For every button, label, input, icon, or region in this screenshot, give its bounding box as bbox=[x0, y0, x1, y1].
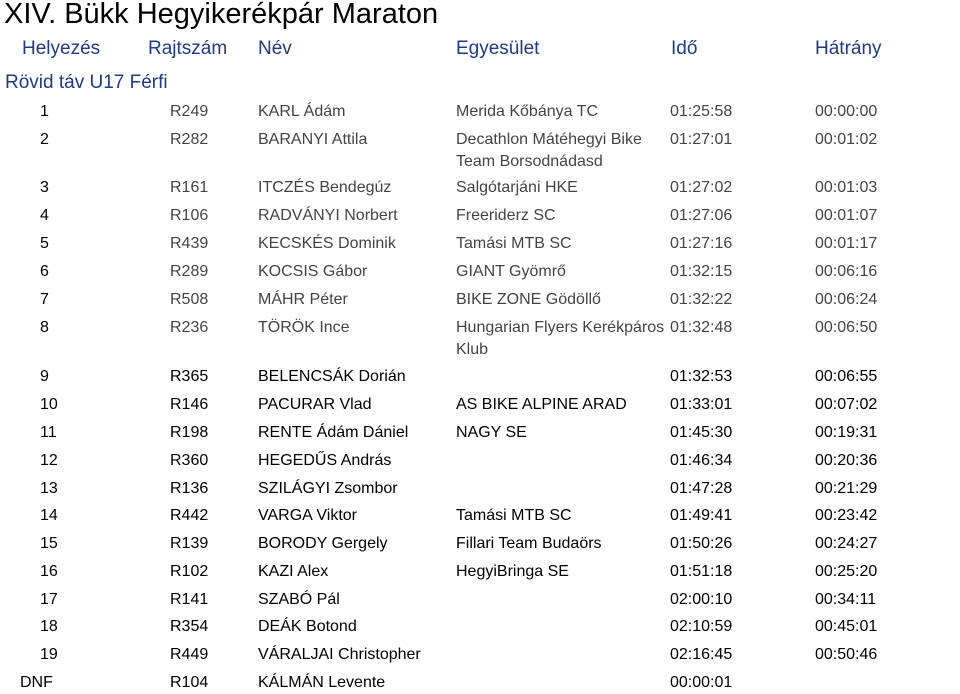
cell-time: 01:33:01 bbox=[670, 396, 733, 413]
cell-bib: R249 bbox=[170, 103, 209, 120]
cell-bib: R508 bbox=[170, 291, 209, 308]
cell-club: Hungarian Flyers Kerékpáros Klub bbox=[456, 319, 665, 358]
cell-place: 2 bbox=[40, 131, 49, 148]
cell-behind: 00:06:16 bbox=[815, 263, 878, 280]
cell-club: GIANT Gyömrő bbox=[456, 263, 566, 280]
cell-bib: R449 bbox=[170, 646, 209, 663]
cell-name: KAZI Alex bbox=[258, 563, 329, 580]
cell-behind: 00:06:55 bbox=[815, 368, 878, 385]
cell-time: 01:25:58 bbox=[670, 103, 733, 120]
cell-club: BIKE ZONE Gödöllő bbox=[456, 291, 601, 308]
cell-club: Fillari Team Budaörs bbox=[456, 535, 602, 552]
cell-bib: R439 bbox=[170, 235, 209, 252]
cell-place: 9 bbox=[40, 368, 49, 385]
cell-place: 8 bbox=[40, 319, 49, 336]
cell-bib: R102 bbox=[170, 563, 209, 580]
cell-club: Decathlon Mátéhegyi Bike Team Borsodnádasd bbox=[456, 131, 642, 170]
cell-place: 3 bbox=[40, 179, 49, 196]
cell-time: 01:47:28 bbox=[670, 480, 733, 497]
cell-place: 13 bbox=[40, 480, 58, 497]
cell-name: BELENCSÁK Dorián bbox=[258, 368, 406, 385]
cell-behind: 00:23:42 bbox=[815, 507, 878, 524]
cell-behind: 00:34:11 bbox=[815, 591, 877, 608]
cell-bib: R141 bbox=[170, 591, 209, 608]
cell-time: 01:49:41 bbox=[670, 507, 733, 524]
cell-place: 19 bbox=[40, 646, 58, 663]
cell-time: 02:00:10 bbox=[670, 591, 733, 608]
cell-name: MÁHR Péter bbox=[258, 291, 348, 308]
cell-bib: R161 bbox=[170, 179, 209, 196]
header-behind: Hátrány bbox=[815, 38, 882, 59]
cell-place: 5 bbox=[40, 235, 49, 252]
cell-time: 02:10:59 bbox=[670, 618, 733, 635]
cell-bib: R360 bbox=[170, 452, 209, 469]
cell-place: DNF bbox=[20, 674, 53, 691]
cell-name: RENTE Ádám Dániel bbox=[258, 424, 409, 441]
cell-name: SZILÁGYI Zsombor bbox=[258, 480, 398, 497]
cell-name: TÖRÖK Ince bbox=[258, 319, 350, 336]
cell-behind: 00:01:02 bbox=[815, 131, 878, 148]
cell-name: PACURAR Vlad bbox=[258, 396, 372, 413]
header-place: Helyezés bbox=[22, 38, 101, 59]
cell-time: 01:32:53 bbox=[670, 368, 733, 385]
cell-bib: R106 bbox=[170, 207, 209, 224]
cell-name: RADVÁNYI Norbert bbox=[258, 207, 398, 224]
cell-behind: 00:24:27 bbox=[815, 535, 878, 552]
cell-name: ITCZÉS Bendegúz bbox=[258, 179, 392, 196]
cell-place: 1 bbox=[40, 103, 49, 120]
cell-place: 7 bbox=[40, 291, 49, 308]
cell-name: DEÁK Botond bbox=[258, 618, 357, 635]
cell-name: BARANYI Attila bbox=[258, 131, 368, 148]
cell-club: Merida Kőbánya TC bbox=[456, 103, 598, 120]
header-name: Név bbox=[258, 38, 292, 59]
cell-place: 16 bbox=[40, 563, 58, 580]
cell-time: 01:27:01 bbox=[670, 131, 733, 148]
cell-time: 01:50:26 bbox=[670, 535, 733, 552]
cell-club: Tamási MTB SC bbox=[456, 507, 572, 524]
cell-behind: 00:21:29 bbox=[815, 480, 878, 497]
cell-behind: 00:25:20 bbox=[815, 563, 878, 580]
cell-club: NAGY SE bbox=[456, 424, 527, 441]
cell-behind: 00:45:01 bbox=[815, 618, 878, 635]
cell-place: 10 bbox=[40, 396, 58, 413]
cell-time: 01:32:22 bbox=[670, 291, 733, 308]
cell-bib: R146 bbox=[170, 396, 209, 413]
cell-place: 4 bbox=[40, 207, 49, 224]
cell-club: Freeriderz SC bbox=[456, 207, 556, 224]
cell-time: 01:27:02 bbox=[670, 179, 733, 196]
cell-behind: 00:01:17 bbox=[815, 235, 878, 252]
category-title: Rövid táv U17 Férfi bbox=[5, 72, 168, 93]
cell-time: 01:32:48 bbox=[670, 319, 733, 336]
cell-time: 01:46:34 bbox=[670, 452, 733, 469]
cell-place: 12 bbox=[40, 452, 58, 469]
cell-name: KÁLMÁN Levente bbox=[258, 674, 386, 691]
cell-club: AS BIKE ALPINE ARAD bbox=[456, 396, 627, 413]
cell-name: VÁRALJAI Christopher bbox=[258, 646, 421, 663]
cell-place: 18 bbox=[40, 618, 58, 635]
cell-time: 00:00:01 bbox=[670, 674, 733, 691]
page-title: XIV. Bükk Hegyikerékpár Maraton bbox=[4, 0, 439, 30]
cell-bib: R136 bbox=[170, 480, 209, 497]
cell-behind: 00:06:24 bbox=[815, 291, 878, 308]
cell-time: 01:45:30 bbox=[670, 424, 733, 441]
cell-time: 01:27:16 bbox=[670, 235, 733, 252]
header-bib: Rajtszám bbox=[148, 38, 228, 59]
cell-place: 17 bbox=[40, 591, 58, 608]
cell-bib: R442 bbox=[170, 507, 209, 524]
cell-bib: R236 bbox=[170, 319, 209, 336]
cell-place: 6 bbox=[40, 263, 49, 280]
cell-bib: R282 bbox=[170, 131, 209, 148]
cell-place: 11 bbox=[40, 424, 57, 441]
cell-behind: 00:00:00 bbox=[815, 103, 878, 120]
cell-time: 01:51:18 bbox=[670, 563, 733, 580]
cell-time: 01:27:06 bbox=[670, 207, 733, 224]
cell-place: 15 bbox=[40, 535, 58, 552]
cell-behind: 00:01:07 bbox=[815, 207, 878, 224]
cell-bib: R289 bbox=[170, 263, 209, 280]
header-club: Egyesület bbox=[456, 38, 540, 59]
cell-name: KOCSIS Gábor bbox=[258, 263, 368, 280]
cell-club: Tamási MTB SC bbox=[456, 235, 572, 252]
cell-name: HEGEDŰS András bbox=[258, 452, 392, 469]
cell-bib: R354 bbox=[170, 618, 209, 635]
cell-behind: 00:20:36 bbox=[815, 452, 878, 469]
cell-club: HegyiBringa SE bbox=[456, 563, 569, 580]
cell-behind: 00:07:02 bbox=[815, 396, 878, 413]
cell-behind: 00:50:46 bbox=[815, 646, 878, 663]
cell-club: Salgótarjáni HKE bbox=[456, 179, 578, 196]
cell-time: 01:32:15 bbox=[670, 263, 733, 280]
cell-behind: 00:01:03 bbox=[815, 179, 878, 196]
cell-bib: R139 bbox=[170, 535, 209, 552]
cell-name: SZABÓ Pál bbox=[258, 591, 340, 608]
cell-behind: 00:19:31 bbox=[815, 424, 878, 441]
cell-name: KECSKÉS Dominik bbox=[258, 235, 396, 252]
cell-bib: R198 bbox=[170, 424, 209, 441]
cell-bib: R104 bbox=[170, 674, 209, 691]
cell-time: 02:16:45 bbox=[670, 646, 733, 663]
cell-behind: 00:06:50 bbox=[815, 319, 878, 336]
cell-name: BORODY Gergely bbox=[258, 535, 388, 552]
cell-name: VARGA Viktor bbox=[258, 507, 357, 524]
cell-name: KARL Ádám bbox=[258, 103, 346, 120]
header-time: Idő bbox=[671, 38, 698, 59]
cell-place: 14 bbox=[40, 507, 58, 524]
cell-bib: R365 bbox=[170, 368, 209, 385]
